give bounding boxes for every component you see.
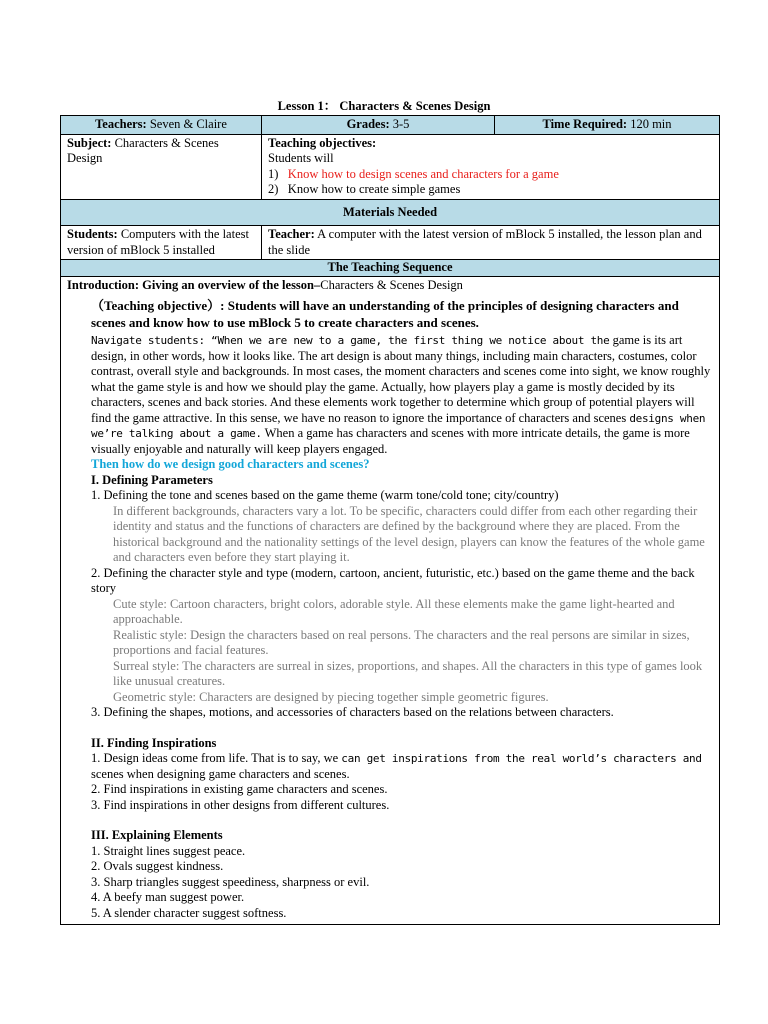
- teachers-cell: [61, 116, 262, 135]
- subject-label: Subject:: [67, 135, 112, 150]
- subject-row: [61, 134, 720, 199]
- sequence-heading-row: [61, 260, 720, 277]
- students-label: Students:: [67, 227, 118, 241]
- intro-line: Introduction: Giving an overview of the lesson–Characters & Scenes Design: [67, 277, 463, 292]
- lesson-title: Lesson 1： Characters & Scenes Design: [277, 99, 491, 113]
- materials-students-cell: [61, 226, 262, 260]
- s1-item-1-note: In different backgrounds, characters vary a lot. To be specific, characters could differ from each other regarding their identity and status and the functions of characters are defined by the background where they are placed. From the historical background and the nationality settings of the level design, players can know the features of the whole game and characters even before they start playing it.: [113, 503, 705, 564]
- s1-item-1: 1. Defining the tone and scenes based on the game theme (warm tone/cold tone; city/country): [91, 488, 559, 502]
- s3-item-1: 1. Straight lines suggest peace.: [91, 843, 246, 858]
- s3-item-3: 3. Sharp triangles suggest speediness, sharpness or evil.: [91, 874, 370, 889]
- style-geometric: Geometric style: Characters are designed by piecing together simple geometric figures.: [113, 689, 549, 704]
- header-row: [61, 116, 720, 135]
- objectives-cell: [262, 134, 720, 199]
- time-value: 120 min: [627, 117, 672, 131]
- grades-cell: [262, 116, 495, 135]
- objectives-label: Teaching objectives:: [268, 135, 377, 150]
- teacher-label: Teacher:: [268, 227, 315, 241]
- materials-heading: Materials Needed: [61, 199, 720, 226]
- objectives-intro: Students will: [268, 151, 334, 165]
- s1-item-2: 2. Defining the character style and type (modern, cartoon, ancient, futuristic, etc.) based on the game theme and the back story: [91, 565, 695, 595]
- teaching-objective: （Teaching objective）: Students will have an understanding of the principles of designing characters and scenes and know how to use mBlock 5 to create characters and scenes.: [91, 298, 679, 330]
- s3-item-2: 2. Ovals suggest kindness.: [91, 859, 224, 873]
- time-cell: [495, 116, 720, 135]
- materials-row: [61, 226, 720, 260]
- subject-cell: [61, 134, 262, 199]
- lesson-plan-table: [60, 115, 720, 925]
- section-1-heading: I. Defining Parameters: [91, 472, 213, 487]
- materials-heading-row: [61, 199, 720, 226]
- students-value: Computers with the latest version of mBlock 5 installed: [67, 227, 249, 257]
- style-realistic: Realistic style: Design the characters based on real persons. The characters and the real persons are similar in sizes, proportions and facial features.: [113, 627, 690, 657]
- s1-item-3: 3. Defining the shapes, motions, and accessories of characters based on the relations between characters.: [91, 705, 614, 719]
- style-cute: Cute style: Cartoon characters, bright colors, adorable style. All these elements make the game light-hearted and approachable.: [113, 596, 675, 626]
- teachers-value: Seven & Claire: [146, 117, 227, 131]
- design-question: Then how do we design good characters and scenes?: [91, 457, 370, 471]
- sequence-heading: The Teaching Sequence: [61, 260, 720, 277]
- objective-item-1: 1) Know how to design scenes and characters for a game: [268, 166, 559, 181]
- section-3-heading: III. Explaining Elements: [91, 828, 223, 842]
- time-label: Time Required:: [542, 117, 628, 131]
- style-surreal: Surreal style: The characters are surreal in sizes, proportions, and shapes. All the characters in this type of games look like unusual creatures.: [113, 658, 703, 688]
- teacher-value: A computer with the latest version of mBlock 5 installed, the lesson plan and the slide: [268, 227, 702, 257]
- section-defining-parameters: [67, 473, 713, 721]
- objective-item-2: 2) Know how to create simple games: [268, 182, 461, 196]
- sequence-body: [61, 276, 720, 925]
- s3-item-4: 4. A beefy man suggest power.: [91, 890, 245, 904]
- subject-value: Characters & Scenes Design: [67, 135, 219, 165]
- navigate-paragraph: Navigate students: “When we are new to a game, the first thing we notice about the game is its art design, in other words, how it looks like. The art design is about many things, including main characters, costumes, color contrast, overall style and backgrounds. In most cases, the moment characters and scenes come into sight, we know roughly what the game style is and how we should play the game. Actually, how players play a game is mostly decided by its characters, scenes and back stories. And these elements work together to determine which group of potential players will find the game attractive. In this sense, we have no reason to ignore the importance of characters and scenes designs when we’re talking about a game. When a game has characters and scenes with more intricate details, the game is more visually enjoyable and naturally will keep players engaged.: [91, 333, 711, 456]
- s2-item-1: 1. Design ideas come from life. That is to say, we can get inspirations from the real world’s characters and scenes when designing game characters and scenes.: [91, 751, 702, 781]
- materials-teacher-cell: [262, 226, 720, 260]
- section-2-heading: II. Finding Inspirations: [91, 735, 217, 750]
- teachers-label: Teachers:: [95, 117, 147, 131]
- s2-item-3: 3. Find inspirations in other designs from different cultures.: [91, 797, 390, 812]
- s2-item-2: 2. Find inspirations in existing game characters and scenes.: [91, 782, 388, 796]
- section-finding-inspirations: [67, 736, 713, 814]
- sequence-body-row: [61, 276, 720, 925]
- grades-label: Grades:: [346, 117, 390, 131]
- section-explaining-elements: [67, 828, 713, 921]
- s3-item-5: 5. A slender character suggest softness.: [91, 905, 287, 920]
- grades-value: 3-5: [389, 117, 410, 131]
